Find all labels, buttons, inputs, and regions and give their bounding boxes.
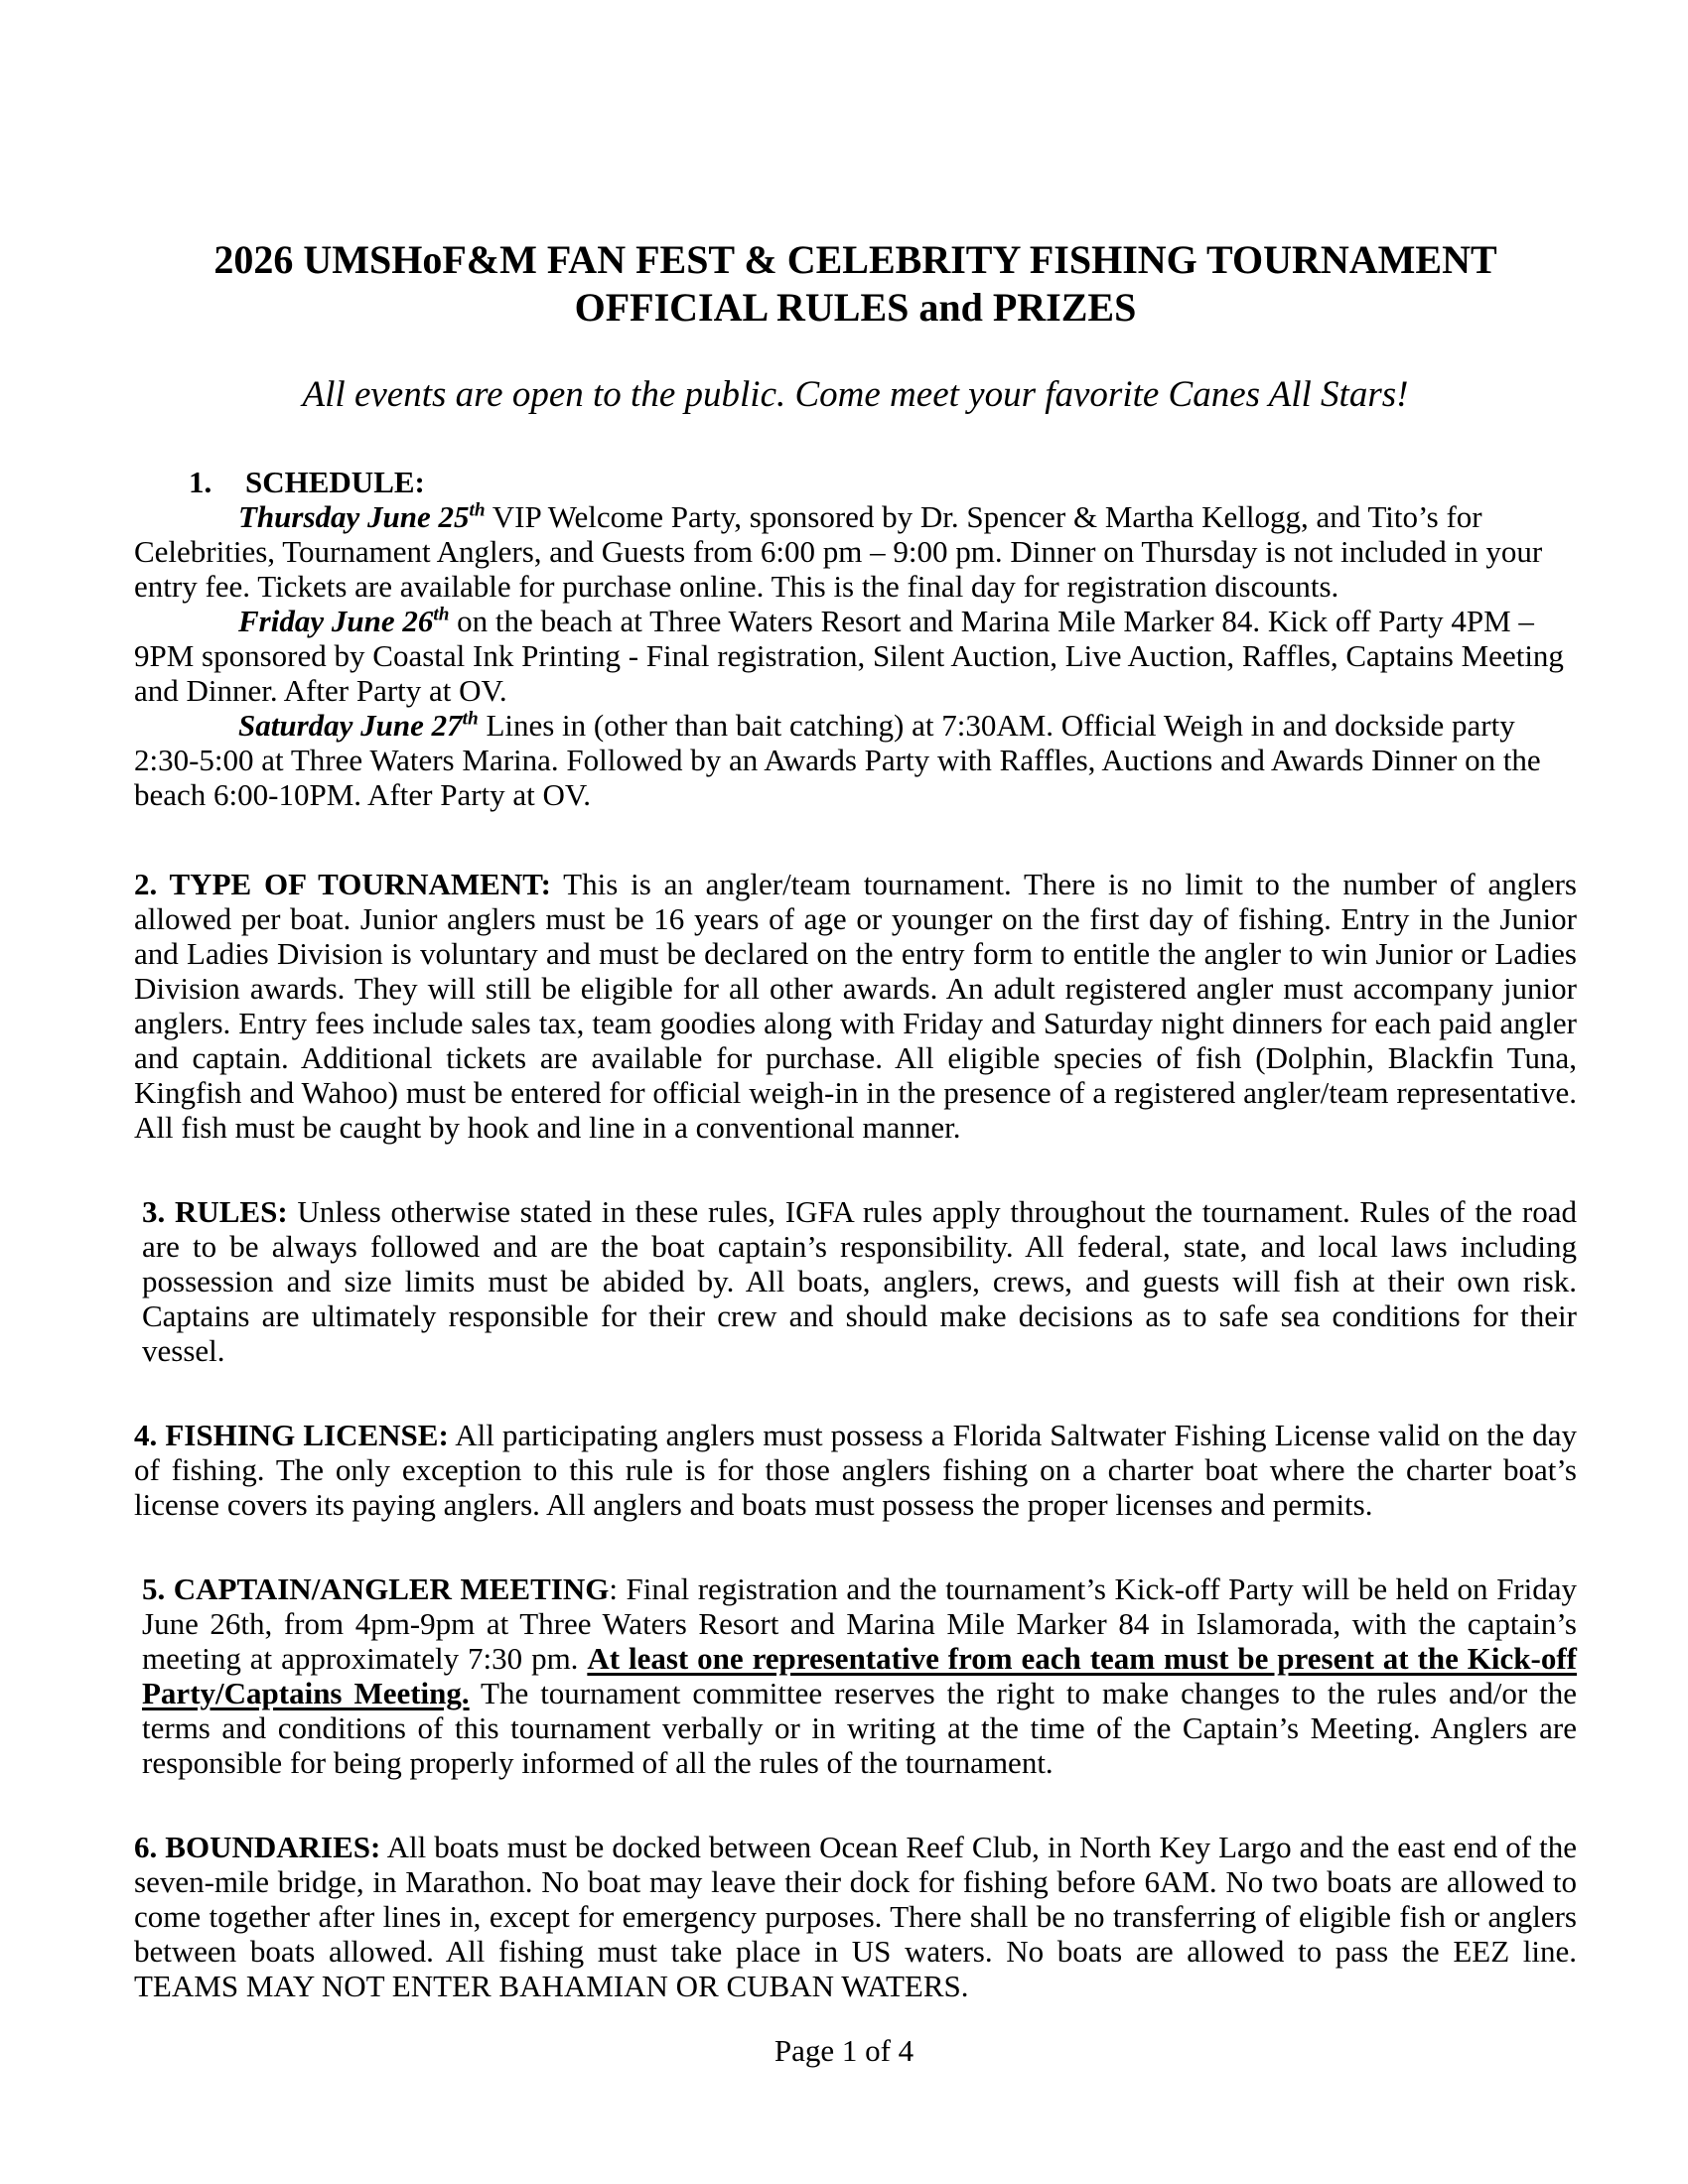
section-rules	[142, 1194, 1577, 1368]
section-fishing-license	[134, 1418, 1577, 1522]
schedule-paragraph-saturday	[134, 708, 1577, 812]
section-heading-boundaries: 6. BOUNDARIES:	[134, 1830, 381, 1864]
ordinal-suffix: th	[462, 708, 479, 730]
ordinal-suffix: th	[433, 604, 450, 625]
document-subtitle: All events are open to the public. Come meet your favorite Canes All Stars!	[302, 374, 1409, 415]
schedule-heading-label: SCHEDULE:	[245, 465, 425, 499]
section-emphasis-representative-required: At least one representative from each team must be present at the Kick-off Party/Captains Meeting.	[142, 1641, 1577, 1710]
schedule-day-thursday: Thursday June 25	[238, 499, 470, 534]
schedule-heading	[134, 465, 1577, 499]
section-type-of-tournament	[134, 867, 1577, 1145]
schedule-heading-number: 1.	[189, 465, 212, 499]
schedule-text-friday: on the beach at Three Waters Resort and Marina Mile Marker 84. Kick off Party 4PM – 9PM sponsored by Coastal Ink Printing - Final registration, Silent Auction, Live Auction, Raffles, Captains Meeting and Dinner. After Party at OV.	[134, 604, 1564, 708]
section-body-type-of-tournament: This is an angler/team tournament. There is no limit to the number of anglers allowed per boat. Junior anglers must be 16 years of age or younger on the first day of fishing. Entry in the Junior and Ladies Division is voluntary and must be declared on the entry form to entitle the angler to win Junior or Ladies Division awards. They will still be eligible for all other awards. An adult registered angler must accompany junior anglers. Entry fees include sales tax, team goodies along with Friday and Saturday night dinners for each paid angler and captain. Additional tickets are available for purchase. All eligible species of fish (Dolphin, Blackfin Tuna, Kingfish and Wahoo) must be entered for official weigh-in in the presence of a registered angler/team representative. All fish must be caught by hook and line in a conventional manner.	[134, 867, 1577, 1145]
section-heading-rules: 3. RULES:	[142, 1194, 288, 1229]
schedule-day-friday: Friday June 26	[238, 604, 434, 638]
schedule-day-saturday: Saturday June 27	[238, 708, 463, 743]
section-heading-fishing-license: 4. FISHING LICENSE:	[134, 1418, 449, 1452]
section-captain-angler-meeting	[142, 1571, 1577, 1780]
section-body-boundaries: All boats must be docked between Ocean Reef Club, in North Key Largo and the east end of the seven-mile bridge, in Marathon. No boat may leave their dock for fishing before 6AM. No two boats are allowed to come together after lines in, except for emergency purposes. There shall be no transferring of eligible fish or anglers between boats allowed. All fishing must take place in US waters. No boats are allowed to pass the EEZ line. TEAMS MAY NOT ENTER BAHAMIAN OR CUBAN WATERS.	[134, 1830, 1578, 2003]
schedule-text-thursday: VIP Welcome Party, sponsored by Dr. Spencer & Martha Kellogg, and Tito’s for Celebrities, Tournament Anglers, and Guests from 6:00 pm – 9:00 pm. Dinner on Thursday is not included in your entry fee. Tickets are available for purchase online. This is the final day for registration discounts.	[134, 499, 1543, 604]
section-body-after-emphasis: The tournament committee reserves the right to make changes to the rules and/or the terms and conditions of this tournament verbally or in writing at the time of the Captain’s Meeting. Anglers are responsible for being properly informed of all the rules of the tournament.	[142, 1676, 1577, 1780]
section-heading-type-of-tournament: 2. TYPE OF TOURNAMENT:	[134, 867, 551, 901]
title-line-2: OFFICIAL RULES and PRIZES	[574, 285, 1137, 330]
section-body-fishing-license: All participating anglers must possess a Florida Saltwater Fishing License valid on the day of fishing. The only exception to this rule is for those anglers fishing on a charter boat where the charter boat’s license covers its paying anglers. All anglers and boats must possess the proper licenses and permits.	[134, 1418, 1577, 1522]
section-body-rules: Unless otherwise stated in these rules, IGFA rules apply throughout the tournament. Rules of the road are to be always followed and are the boat captain’s responsibility. All federal, state, and local laws including possession and size limits must be abided by. All boats, anglers, crews, and guests will fish at their own risk. Captains are ultimately responsible for their crew and should make decisions as to safe sea conditions for their vessel.	[142, 1194, 1577, 1368]
section-boundaries	[134, 1830, 1577, 2003]
section-heading-captain-angler-meeting: 5. CAPTAIN/ANGLER MEETING	[142, 1571, 610, 1606]
title-line-1: 2026 UMSHoF&M FAN FEST & CELEBRITY FISHING TOURNAMENT	[213, 237, 1497, 282]
schedule-paragraph-friday	[134, 604, 1577, 708]
ordinal-suffix: th	[469, 499, 486, 521]
section-body-before-emphasis: : Final registration and the tournament’s Kick-off Party will be held on Friday June 26th, from 4pm-9pm at Three Waters Resort and Marina Mile Marker 84 in Islamorada, with the captain’s meeting at approximately 7:30 pm.	[142, 1571, 1578, 1676]
document-title	[134, 236, 1577, 332]
page-number-footer: Page 1 of 4	[774, 2033, 914, 2068]
schedule-paragraph-thursday	[134, 499, 1577, 604]
schedule-text-saturday: Lines in (other than bait catching) at 7:30AM. Official Weigh in and dockside party 2:30-5:00 at Three Waters Marina. Followed by an Awards Party with Raffles, Auctions and Awards Dinner on the beach 6:00-10PM. After Party at OV.	[134, 708, 1541, 812]
